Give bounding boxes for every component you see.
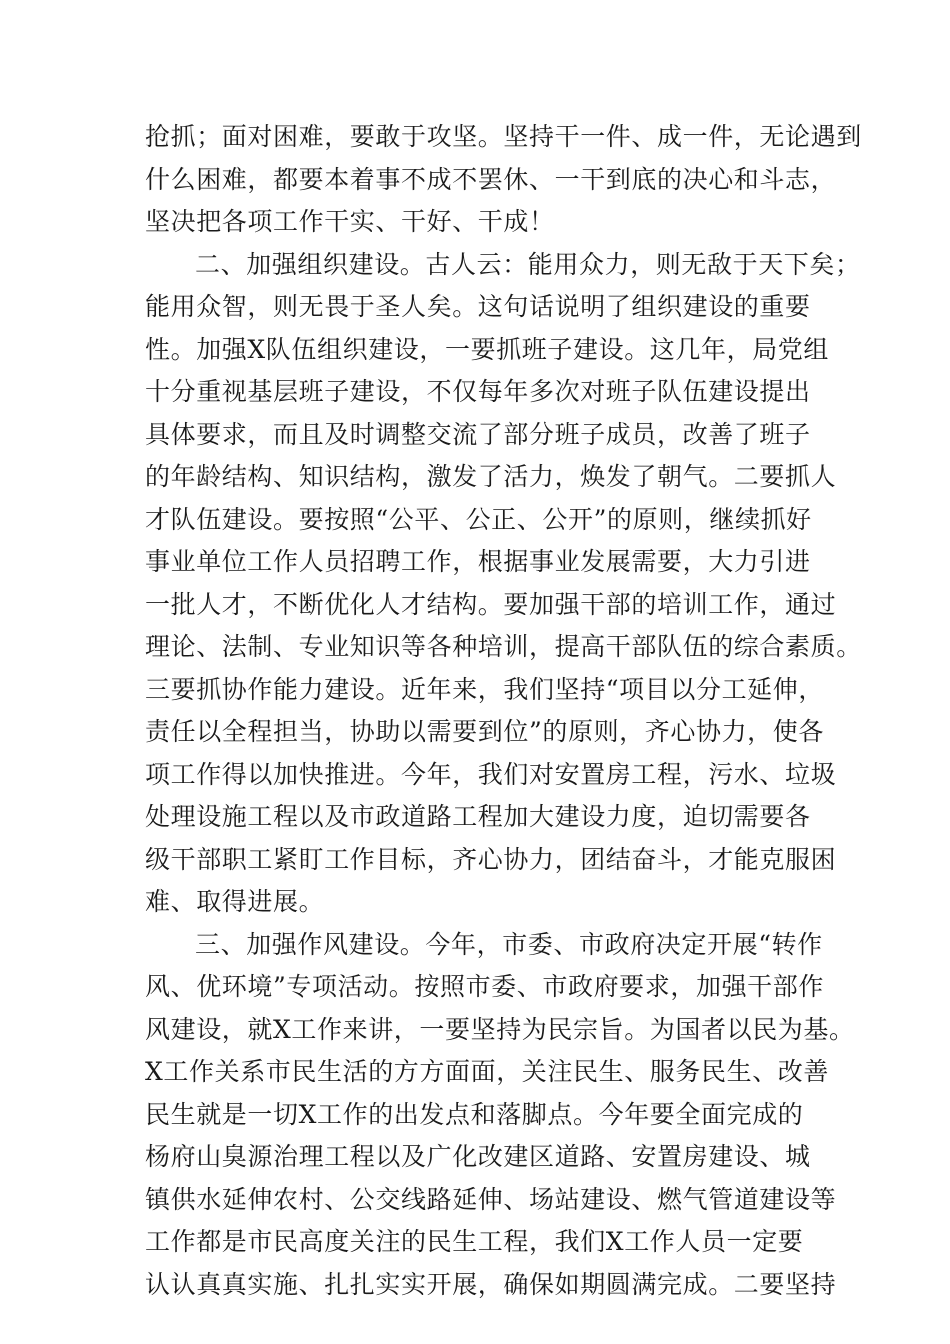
text-line: 级干部职工紧盯工作目标，齐心协力，团结奋斗，才能克服困 [145,844,837,874]
text-line: 性。加强X队伍组织建设，一要抓班子建设。这几年，局党组 [145,334,829,364]
paragraph-heading-line: 二、加强组织建设。古人云：能用众力，则无敌于天下矣； [195,249,861,279]
text-line: 认认真真实施、扎扎实实开展，确保如期圆满完成。二要坚持 [145,1269,837,1299]
text-line: 坚决把各项工作干实、干好、干成！ [145,207,555,236]
text-line: 项工作得以加快推进。今年，我们对安置房工程，污水、垃圾 [145,759,837,789]
body-text [145,116,862,1306]
text-line: 处理设施工程以及市政道路工程加大建设力度，迫切需要各 [145,802,811,831]
text-line: 理论、法制、专业知识等各种培训，提高干部队伍的综合素质。 [145,632,862,661]
text-line: 杨府山臭源治理工程以及广化改建区道路、安置房建设、城 [145,1142,811,1171]
text-line: 责任以全程担当，协助以需要到位”的原则，齐心协力，使各 [145,717,824,746]
text-line: 的年龄结构、知识结构，激发了活力，焕发了朝气。二要抓人 [145,462,837,491]
text-line: 民生就是一切X工作的出发点和落脚点。今年要全面完成的 [145,1099,804,1129]
text-line: 什么困难，都要本着事不成不罢休、一干到底的决心和斗志， [145,164,837,194]
text-line: 一批人才，不断优化人才结构。要加强干部的培训工作，通过 [145,589,837,619]
text-line: 风建设，就X工作来讲，一要坚持为民宗旨。为国者以民为基。 [145,1014,855,1044]
text-line: 抢抓；面对困难，要敢于攻坚。坚持干一件、成一件，无论遇到 [145,122,862,151]
text-line: 难、取得进展。 [145,887,325,916]
text-line: 才队伍建设。要按照“公平、公正、公开”的原则，继续抓好 [145,504,812,534]
text-line: 风、优环境”专项活动。按照市委、市政府要求，加强干部作 [145,972,824,1001]
text-line: 具体要求，而且及时调整交流了部分班子成员，改善了班子 [145,419,811,449]
text-line: 十分重视基层班子建设，不仅每年多次对班子队伍建设提出 [145,377,811,406]
text-line: X工作关系市民生活的方方面面，关注民生、服务民生、改善 [145,1057,829,1086]
text-line: 事业单位工作人员招聘工作，根据事业发展需要，大力引进 [145,547,811,576]
text-line: 工作都是市民高度关注的民生工程，我们X工作人员一定要 [145,1227,804,1256]
text-line: 能用众智，则无畏于圣人矣。这句话说明了组织建设的重要 [145,292,811,321]
text-line: 镇供水延伸农村、公交线路延伸、场站建设、燃气管道建设等 [145,1184,837,1214]
text-line: 三要抓协作能力建设。近年来，我们坚持“项目以分工延伸， [145,674,824,704]
paragraph-heading-line: 三、加强作风建设。今年，市委、市政府决定开展“转作 [195,929,823,959]
